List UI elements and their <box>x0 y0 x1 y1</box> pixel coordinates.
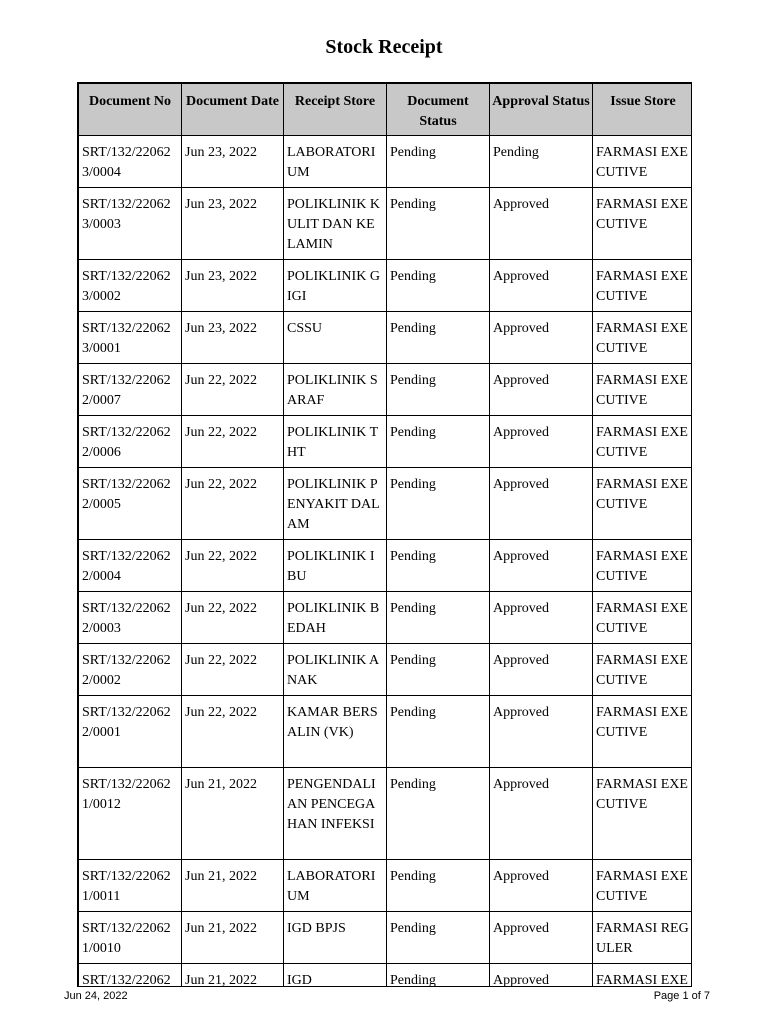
cell-receipt-store: IGD BPJS <box>284 912 387 964</box>
column-header-document-no: Document No <box>79 84 182 136</box>
cell-receipt-store: LABORATORIUM <box>284 860 387 912</box>
cell-approval-status: Approved <box>490 416 593 468</box>
cell-document-no: SRT/132/220621/0011 <box>79 860 182 912</box>
cell-approval-status: Approved <box>490 260 593 312</box>
cell-document-date: Jun 22, 2022 <box>182 416 284 468</box>
table-row <box>79 860 693 912</box>
cell-document-status: Pending <box>387 768 490 860</box>
cell-document-no: SRT/132/220622/0007 <box>79 364 182 416</box>
cell-document-no: SRT/132/220622/0003 <box>79 592 182 644</box>
cell-receipt-store: POLIKLINIK KULIT DAN KELAMIN <box>284 188 387 260</box>
cell-receipt-store: POLIKLINIK GIGI <box>284 260 387 312</box>
cell-document-status: Pending <box>387 696 490 768</box>
column-header-document-status: Document Status <box>387 84 490 136</box>
cell-issue-store: FARMASI EXE <box>593 964 693 988</box>
cell-issue-store: FARMASI EXECUTIVE <box>593 312 693 364</box>
cell-document-status: Pending <box>387 312 490 364</box>
cell-issue-store: FARMASI EXECUTIVE <box>593 540 693 592</box>
table-row <box>79 540 693 592</box>
cell-issue-store: FARMASI EXECUTIVE <box>593 592 693 644</box>
cell-issue-store: FARMASI EXECUTIVE <box>593 136 693 188</box>
cell-receipt-store: POLIKLINIK SARAF <box>284 364 387 416</box>
cell-document-status: Pending <box>387 912 490 964</box>
cell-approval-status: Approved <box>490 644 593 696</box>
cell-document-status: Pending <box>387 188 490 260</box>
page-title: Stock Receipt <box>325 36 443 58</box>
cell-issue-store: FARMASI EXECUTIVE <box>593 860 693 912</box>
cell-document-no: SRT/132/220623/0001 <box>79 312 182 364</box>
cell-approval-status: Approved <box>490 468 593 540</box>
cell-document-status: Pending <box>387 260 490 312</box>
stock-receipt-table-wrapper <box>77 82 692 987</box>
cell-document-no: SRT/132/220622/0005 <box>79 468 182 540</box>
cell-document-date: Jun 23, 2022 <box>182 188 284 260</box>
cell-approval-status: Approved <box>490 540 593 592</box>
table-row <box>79 188 693 260</box>
cell-document-date: Jun 21, 2022 <box>182 912 284 964</box>
cell-approval-status: Approved <box>490 592 593 644</box>
cell-document-date: Jun 22, 2022 <box>182 540 284 592</box>
cell-receipt-store: CSSU <box>284 312 387 364</box>
table-row <box>79 592 693 644</box>
cell-receipt-store: POLIKLINIK THT <box>284 416 387 468</box>
cell-receipt-store: KAMAR BERSALIN (VK) <box>284 696 387 768</box>
cell-document-date: Jun 21, 2022 <box>182 768 284 860</box>
cell-approval-status: Approved <box>490 768 593 860</box>
cell-receipt-store: POLIKLINIK BEDAH <box>284 592 387 644</box>
cell-document-no: SRT/132/220622/0006 <box>79 416 182 468</box>
cell-document-status: Pending <box>387 416 490 468</box>
cell-issue-store: FARMASI EXECUTIVE <box>593 416 693 468</box>
cell-approval-status: Approved <box>490 188 593 260</box>
table-row <box>79 964 693 988</box>
cell-document-no: SRT/132/220622/0004 <box>79 540 182 592</box>
cell-approval-status: Pending <box>490 136 593 188</box>
cell-approval-status: Approved <box>490 912 593 964</box>
cell-document-no: SRT/132/220621/0012 <box>79 768 182 860</box>
table-row <box>79 260 693 312</box>
column-header-issue-store: Issue Store <box>593 84 693 136</box>
cell-document-status: Pending <box>387 964 490 988</box>
table-row <box>79 912 693 964</box>
cell-document-no: SRT/132/220623/0004 <box>79 136 182 188</box>
cell-receipt-store: LABORATORIUM <box>284 136 387 188</box>
cell-document-no: SRT/132/220623/0002 <box>79 260 182 312</box>
cell-document-date: Jun 23, 2022 <box>182 260 284 312</box>
cell-approval-status: Approved <box>490 860 593 912</box>
table-row <box>79 364 693 416</box>
cell-document-date: Jun 22, 2022 <box>182 644 284 696</box>
cell-document-date: Jun 21, 2022 <box>182 860 284 912</box>
cell-issue-store: FARMASI EXECUTIVE <box>593 260 693 312</box>
cell-document-no: SRT/132/22062 <box>79 964 182 988</box>
stock-receipt-table <box>78 83 692 987</box>
table-row <box>79 468 693 540</box>
cell-document-date: Jun 22, 2022 <box>182 696 284 768</box>
table-row <box>79 416 693 468</box>
cell-approval-status: Approved <box>490 364 593 416</box>
cell-issue-store: FARMASI EXECUTIVE <box>593 468 693 540</box>
cell-issue-store: FARMASI EXECUTIVE <box>593 364 693 416</box>
cell-issue-store: FARMASI EXECUTIVE <box>593 188 693 260</box>
cell-document-status: Pending <box>387 644 490 696</box>
column-header-receipt-store: Receipt Store <box>284 84 387 136</box>
cell-document-date: Jun 22, 2022 <box>182 592 284 644</box>
cell-approval-status: Approved <box>490 312 593 364</box>
cell-document-status: Pending <box>387 540 490 592</box>
footer-page-number: Page 1 of 7 <box>653 990 710 1002</box>
cell-document-status: Pending <box>387 592 490 644</box>
cell-document-date: Jun 21, 2022 <box>182 964 284 988</box>
cell-receipt-store: POLIKLINIK PENYAKIT DALAM <box>284 468 387 540</box>
cell-document-status: Pending <box>387 136 490 188</box>
cell-document-date: Jun 22, 2022 <box>182 468 284 540</box>
column-header-document-date: Document Date <box>182 84 284 136</box>
cell-document-status: Pending <box>387 860 490 912</box>
column-header-approval-status: Approval Status <box>490 84 593 136</box>
footer-date: Jun 24, 2022 <box>64 990 128 1002</box>
table-row <box>79 768 693 860</box>
cell-issue-store: FARMASI EXECUTIVE <box>593 696 693 768</box>
cell-document-status: Pending <box>387 364 490 416</box>
cell-document-no: SRT/132/220621/0010 <box>79 912 182 964</box>
cell-document-no: SRT/132/220622/0002 <box>79 644 182 696</box>
cell-approval-status: Approved <box>490 964 593 988</box>
cell-document-date: Jun 22, 2022 <box>182 364 284 416</box>
cell-document-status: Pending <box>387 468 490 540</box>
table-header-row <box>79 84 693 136</box>
cell-issue-store: FARMASI EXECUTIVE <box>593 644 693 696</box>
cell-document-no: SRT/132/220623/0003 <box>79 188 182 260</box>
cell-issue-store: FARMASI REGULER <box>593 912 693 964</box>
cell-receipt-store: POLIKLINIK ANAK <box>284 644 387 696</box>
cell-approval-status: Approved <box>490 696 593 768</box>
table-row <box>79 312 693 364</box>
cell-receipt-store: IGD <box>284 964 387 988</box>
cell-document-date: Jun 23, 2022 <box>182 136 284 188</box>
cell-issue-store: FARMASI EXECUTIVE <box>593 768 693 860</box>
table-row <box>79 696 693 768</box>
cell-receipt-store: POLIKLINIK IBU <box>284 540 387 592</box>
cell-receipt-store: PENGENDALIAN PENCEGAHAN INFEKSI <box>284 768 387 860</box>
cell-document-date: Jun 23, 2022 <box>182 312 284 364</box>
table-row <box>79 644 693 696</box>
cell-document-no: SRT/132/220622/0001 <box>79 696 182 768</box>
table-row <box>79 136 693 188</box>
